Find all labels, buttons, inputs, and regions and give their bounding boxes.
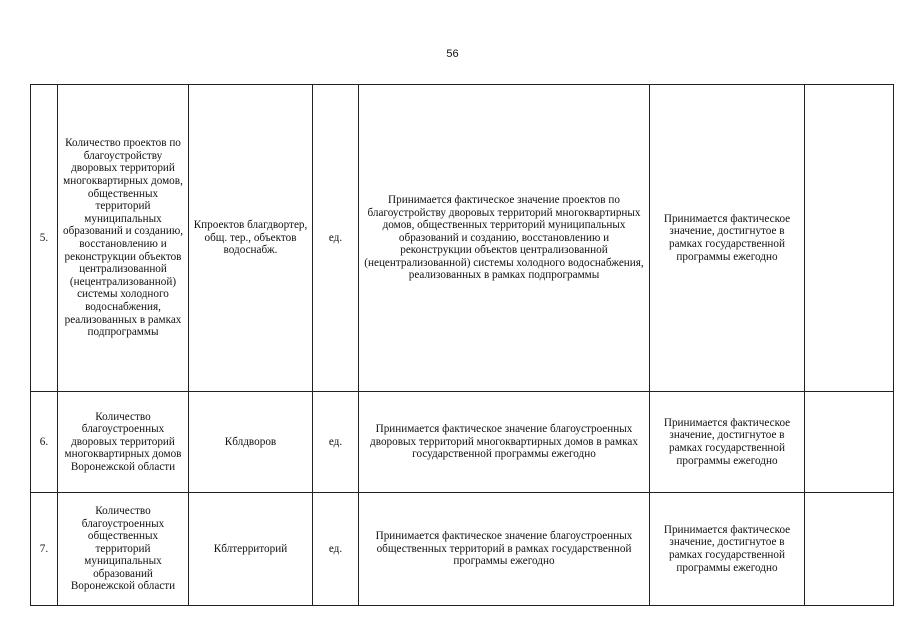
unit-cell: ед. xyxy=(313,85,359,392)
page-number: 56 xyxy=(446,48,459,60)
unit-cell: ед. xyxy=(313,392,359,493)
empty-cell xyxy=(805,392,894,493)
calculation-method-cell: Принимается фактическое значение проектов по благоустройству дворовых территорий многоквартирных домов, общественных территорий муниципальных образований и созданию, восстановлению и реконструкции объектов централизованной (нецентрализованной) системы холодного водоснабжения, реализованных в рамках подпрограммы xyxy=(359,85,650,392)
empty-cell xyxy=(805,85,894,392)
indicator-name-cell: Количество проектов по благоустройству дворовых территорий многоквартирных домов, общественных территорий муниципальных образований и созданию, восстановлению и реконструкции объектов централизованной (нецентрализованной) системы холодного водоснабжения, реализованных в рамках подпрограммы xyxy=(58,85,189,392)
indicator-name-cell: Количество благоустроенных дворовых территорий многоквартирных домов Воронежской области xyxy=(58,392,189,493)
indicator-symbol-cell: Кблдворов xyxy=(189,392,313,493)
table-row xyxy=(31,392,894,493)
table-row xyxy=(31,493,894,606)
note-cell: Принимается фактическое значение, достигнутое в рамках государственной программы ежегодно xyxy=(650,85,805,392)
row-number-cell: 5. xyxy=(31,85,58,392)
row-number-cell: 6. xyxy=(31,392,58,493)
note-cell: Принимается фактическое значение, достигнутое в рамках государственной программы ежегодно xyxy=(650,493,805,606)
calculation-method-cell: Принимается фактическое значение благоустроенных дворовых территорий многоквартирных домов в рамках государственной программы ежегодно xyxy=(359,392,650,493)
indicators-table xyxy=(30,84,894,606)
note-cell: Принимается фактическое значение, достигнутое в рамках государственной программы ежегодно xyxy=(650,392,805,493)
empty-cell xyxy=(805,493,894,606)
indicator-symbol-cell: Кпроектов благдвортер, общ. тер., объектов водоснабж. xyxy=(189,85,313,392)
indicator-symbol-cell: Кблтерриторий xyxy=(189,493,313,606)
calculation-method-cell: Принимается фактическое значение благоустроенных общественных территорий в рамках государственной программы ежегодно xyxy=(359,493,650,606)
table-row xyxy=(31,85,894,392)
row-number-cell: 7. xyxy=(31,493,58,606)
unit-cell: ед. xyxy=(313,493,359,606)
indicator-name-cell: Количество благоустроенных общественных территорий муниципальных образований Воронежской области xyxy=(58,493,189,606)
